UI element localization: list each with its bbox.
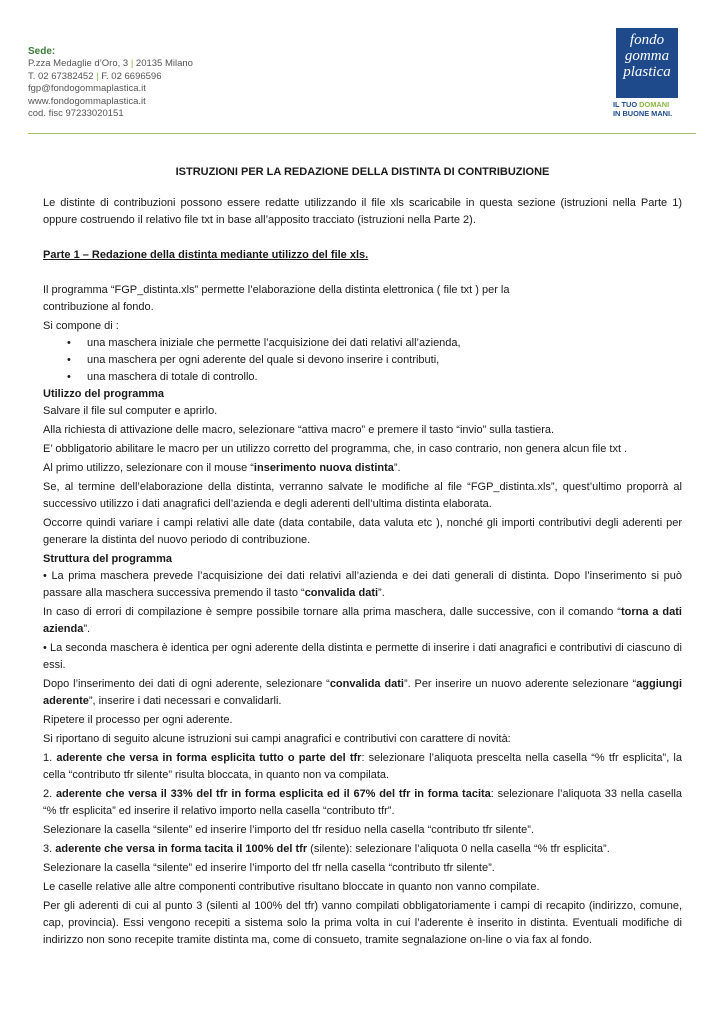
paragraph: Si riportano di seguito alcune istruzioni sui campi anagrafici e contributivi con carattere di novità:: [43, 733, 511, 745]
document-title: ISTRUZIONI PER LA REDAZIONE DELLA DISTINTA DI CONTRIBUZIONE: [175, 166, 550, 178]
paragraph: Se, al termine dell’elaborazione della distinta, verranno salvate le modifiche al file “FGP_distinta.xls”, quest’ultimo proporrà al successivo utilizzo i dati anagrafici dell’azienda e degli aderenti dell’ultima distinta elaborata.: [43, 481, 682, 510]
intro-paragraph: Le distinte di contribuzioni possono essere redatte utilizzando il file xls scaricabile in questa sezione (istruzioni nella Parte 1) oppure costruendo il relativo file txt in base all’apposito tracciato (istruzioni nella Parte 2).: [43, 197, 682, 226]
section-heading-struttura: Struttura del programma: [43, 553, 172, 565]
paragraph: Salvare il file sul computer e aprirlo.: [43, 405, 218, 417]
paragraph: • La prima maschera prevede l’acquisizione dei dati relativi all’azienda e dei dati generali di distinta. Dopo l’inserimento si può passare alla maschera successiva premendo il tasto “convalida dati”.: [43, 570, 682, 599]
paragraph: Occorre quindi variare i campi relativi alle date (data contabile, data valuta etc ), nonché gli importi contributivi degli aderenti per generare la distinta del nuovo periodo di contribuzione.: [43, 517, 682, 546]
paragraph: Il programma “FGP_distinta.xls” permette l’elaborazione della distinta elettronica ( file txt ) per la: [43, 284, 510, 296]
numbered-item: 2. aderente che versa il 33% del tfr in forma esplicita ed il 67% del tfr in forma tacita: selezionare l’aliquota 33 nella casella “% tfr esplicita” ed inserire il relativo importo nella casella “contributo tfr”.: [43, 788, 683, 817]
paragraph: Selezionare la casella “silente” ed inserire l’importo del tfr nella casella “contributo tfr silente”.: [43, 862, 495, 874]
paragraph: Per gli aderenti di cui al punto 3 (silenti al 100% del tfr) vanno compilati obbligatoriamente i campi di recapito (indirizzo, comune, cap, provincia). Essi vengono recepiti a sistema solo la prima volta in cui l’aderente è inserito in distinta. Eventuali modifiche di indirizzo non sono recepite tramite distinta ma, come di consueto, tramite segnalazione on-line o via fax al fondo.: [43, 900, 682, 946]
address-line: P.zza Medaglie d’Oro, 3 | 20135 Milano: [28, 58, 193, 70]
paragraph: Dopo l’inserimento dei dati di ogni aderente, selezionare “convalida dati”. Per inserire un nuovo aderente selezionare “aggiungi aderente”, inserire i dati necessari e convalidarli.: [43, 678, 682, 707]
paragraph: Le caselle relative alle altre componenti contributive risultano bloccate in quanto non vanno compilate.: [43, 881, 540, 893]
part1-heading: Parte 1 – Redazione della distinta mediante utilizzo del file xls.: [43, 249, 369, 261]
letterhead: [0, 0, 724, 140]
section-heading-utilizzo: Utilizzo del programma: [43, 388, 165, 400]
email-text: fgp@fondogommaplastica.it: [28, 83, 146, 95]
paragraph: Selezionare la casella “silente” ed inserire l’importo del tfr residuo nella casella “contributo tfr silente”.: [43, 824, 534, 836]
components-list: [43, 335, 682, 386]
paragraph: • La seconda maschera è identica per ogni aderente della distinta e permette di inserire i dati anagrafici e contributivi di ciascuno di essi.: [43, 642, 682, 671]
list-item: • una maschera di totale di controllo.: [67, 369, 682, 386]
address-block: [28, 46, 193, 120]
paragraph: Al primo utilizzo, selezionare con il mouse “inserimento nuova distinta”.: [43, 462, 401, 474]
paragraph: contribuzione al fondo.: [43, 301, 154, 313]
phone-fax-line: T. 02 67382452 | F. 02 6696596: [28, 70, 162, 82]
tagline: IL TUO DOMANI IN BUONE MANI.: [613, 100, 673, 118]
list-item: • una maschera per ogni aderente del quale si devono inserire i contributi,: [67, 352, 682, 369]
list-item: • una maschera iniziale che permette l’acquisizione dei dati relativi all’azienda,: [67, 335, 682, 352]
header-divider: [28, 133, 696, 134]
address-label: Sede:: [28, 46, 56, 57]
paragraph: In caso di errori di compilazione è sempre possibile tornare alla prima maschera, dalle successive, con il comando “torna a dati azienda”.: [43, 606, 682, 635]
numbered-item: 3. aderente che versa in forma tacita il 100% del tfr (silente): selezionare l’aliquota 0 nella casella “% tfr esplicita”.: [43, 843, 610, 855]
paragraph: Ripetere il processo per ogni aderente.: [43, 714, 233, 726]
paragraph: E’ obbligatorio abilitare le macro per un utilizzo corretto del programma, che, in caso contrario, non genera alcun file txt .: [43, 443, 628, 455]
tax-code-text: cod. fisc 97233020151: [28, 108, 124, 120]
paragraph: Si compone di :: [43, 320, 119, 332]
fondo-logo: fondo gomma plastica: [616, 28, 678, 98]
numbered-item: 1. aderente che versa in forma esplicita tutto o parte del tfr: selezionare l’aliquota prescelta nella casella “% tfr esplicita”, la cella “contributo tfr silente” risulta bloccata, in quanto non va compilata.: [43, 752, 682, 781]
document-body: [43, 164, 682, 949]
website-text: www.fondogommaplastica.it: [28, 95, 146, 107]
paragraph: Alla richiesta di attivazione delle macro, selezionare “attiva macro” e premere il tasto “invio” sulla tastiera.: [43, 424, 555, 436]
